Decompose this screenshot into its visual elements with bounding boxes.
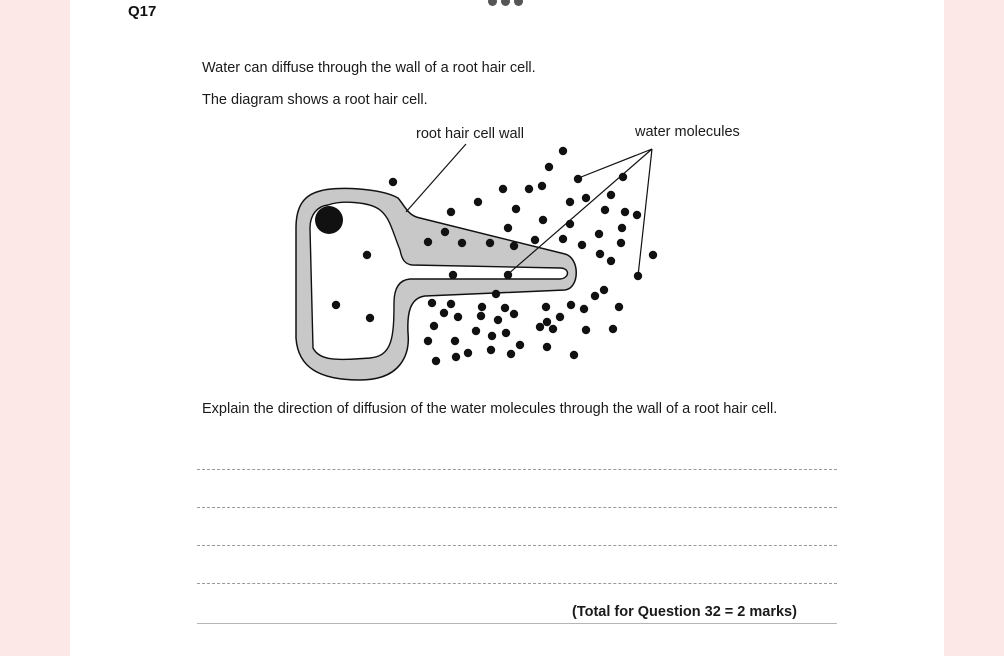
label-water-molecules: water molecules (635, 124, 740, 140)
question-intro: Water can diffuse through the wall of a root hair cell. (202, 60, 536, 76)
answer-line-1[interactable] (197, 469, 837, 470)
question-number: Q17 (128, 3, 157, 20)
answer-line-3[interactable] (197, 545, 837, 546)
bottom-rule (197, 623, 837, 624)
total-marks: (Total for Question 32 = 2 marks) (572, 604, 797, 620)
label-root-hair-cell-wall: root hair cell wall (416, 126, 524, 142)
answer-line-2[interactable] (197, 507, 837, 508)
diagram-caption: The diagram shows a root hair cell. (202, 92, 428, 108)
answer-line-4[interactable] (197, 583, 837, 584)
question-prompt: Explain the direction of diffusion of the water molecules through the wall of a root hair cell. (202, 401, 778, 417)
nucleus (315, 206, 343, 234)
wall-leader-line (406, 144, 466, 212)
more-options-icon[interactable] (488, 0, 523, 6)
root-hair-cell-diagram (280, 118, 740, 380)
